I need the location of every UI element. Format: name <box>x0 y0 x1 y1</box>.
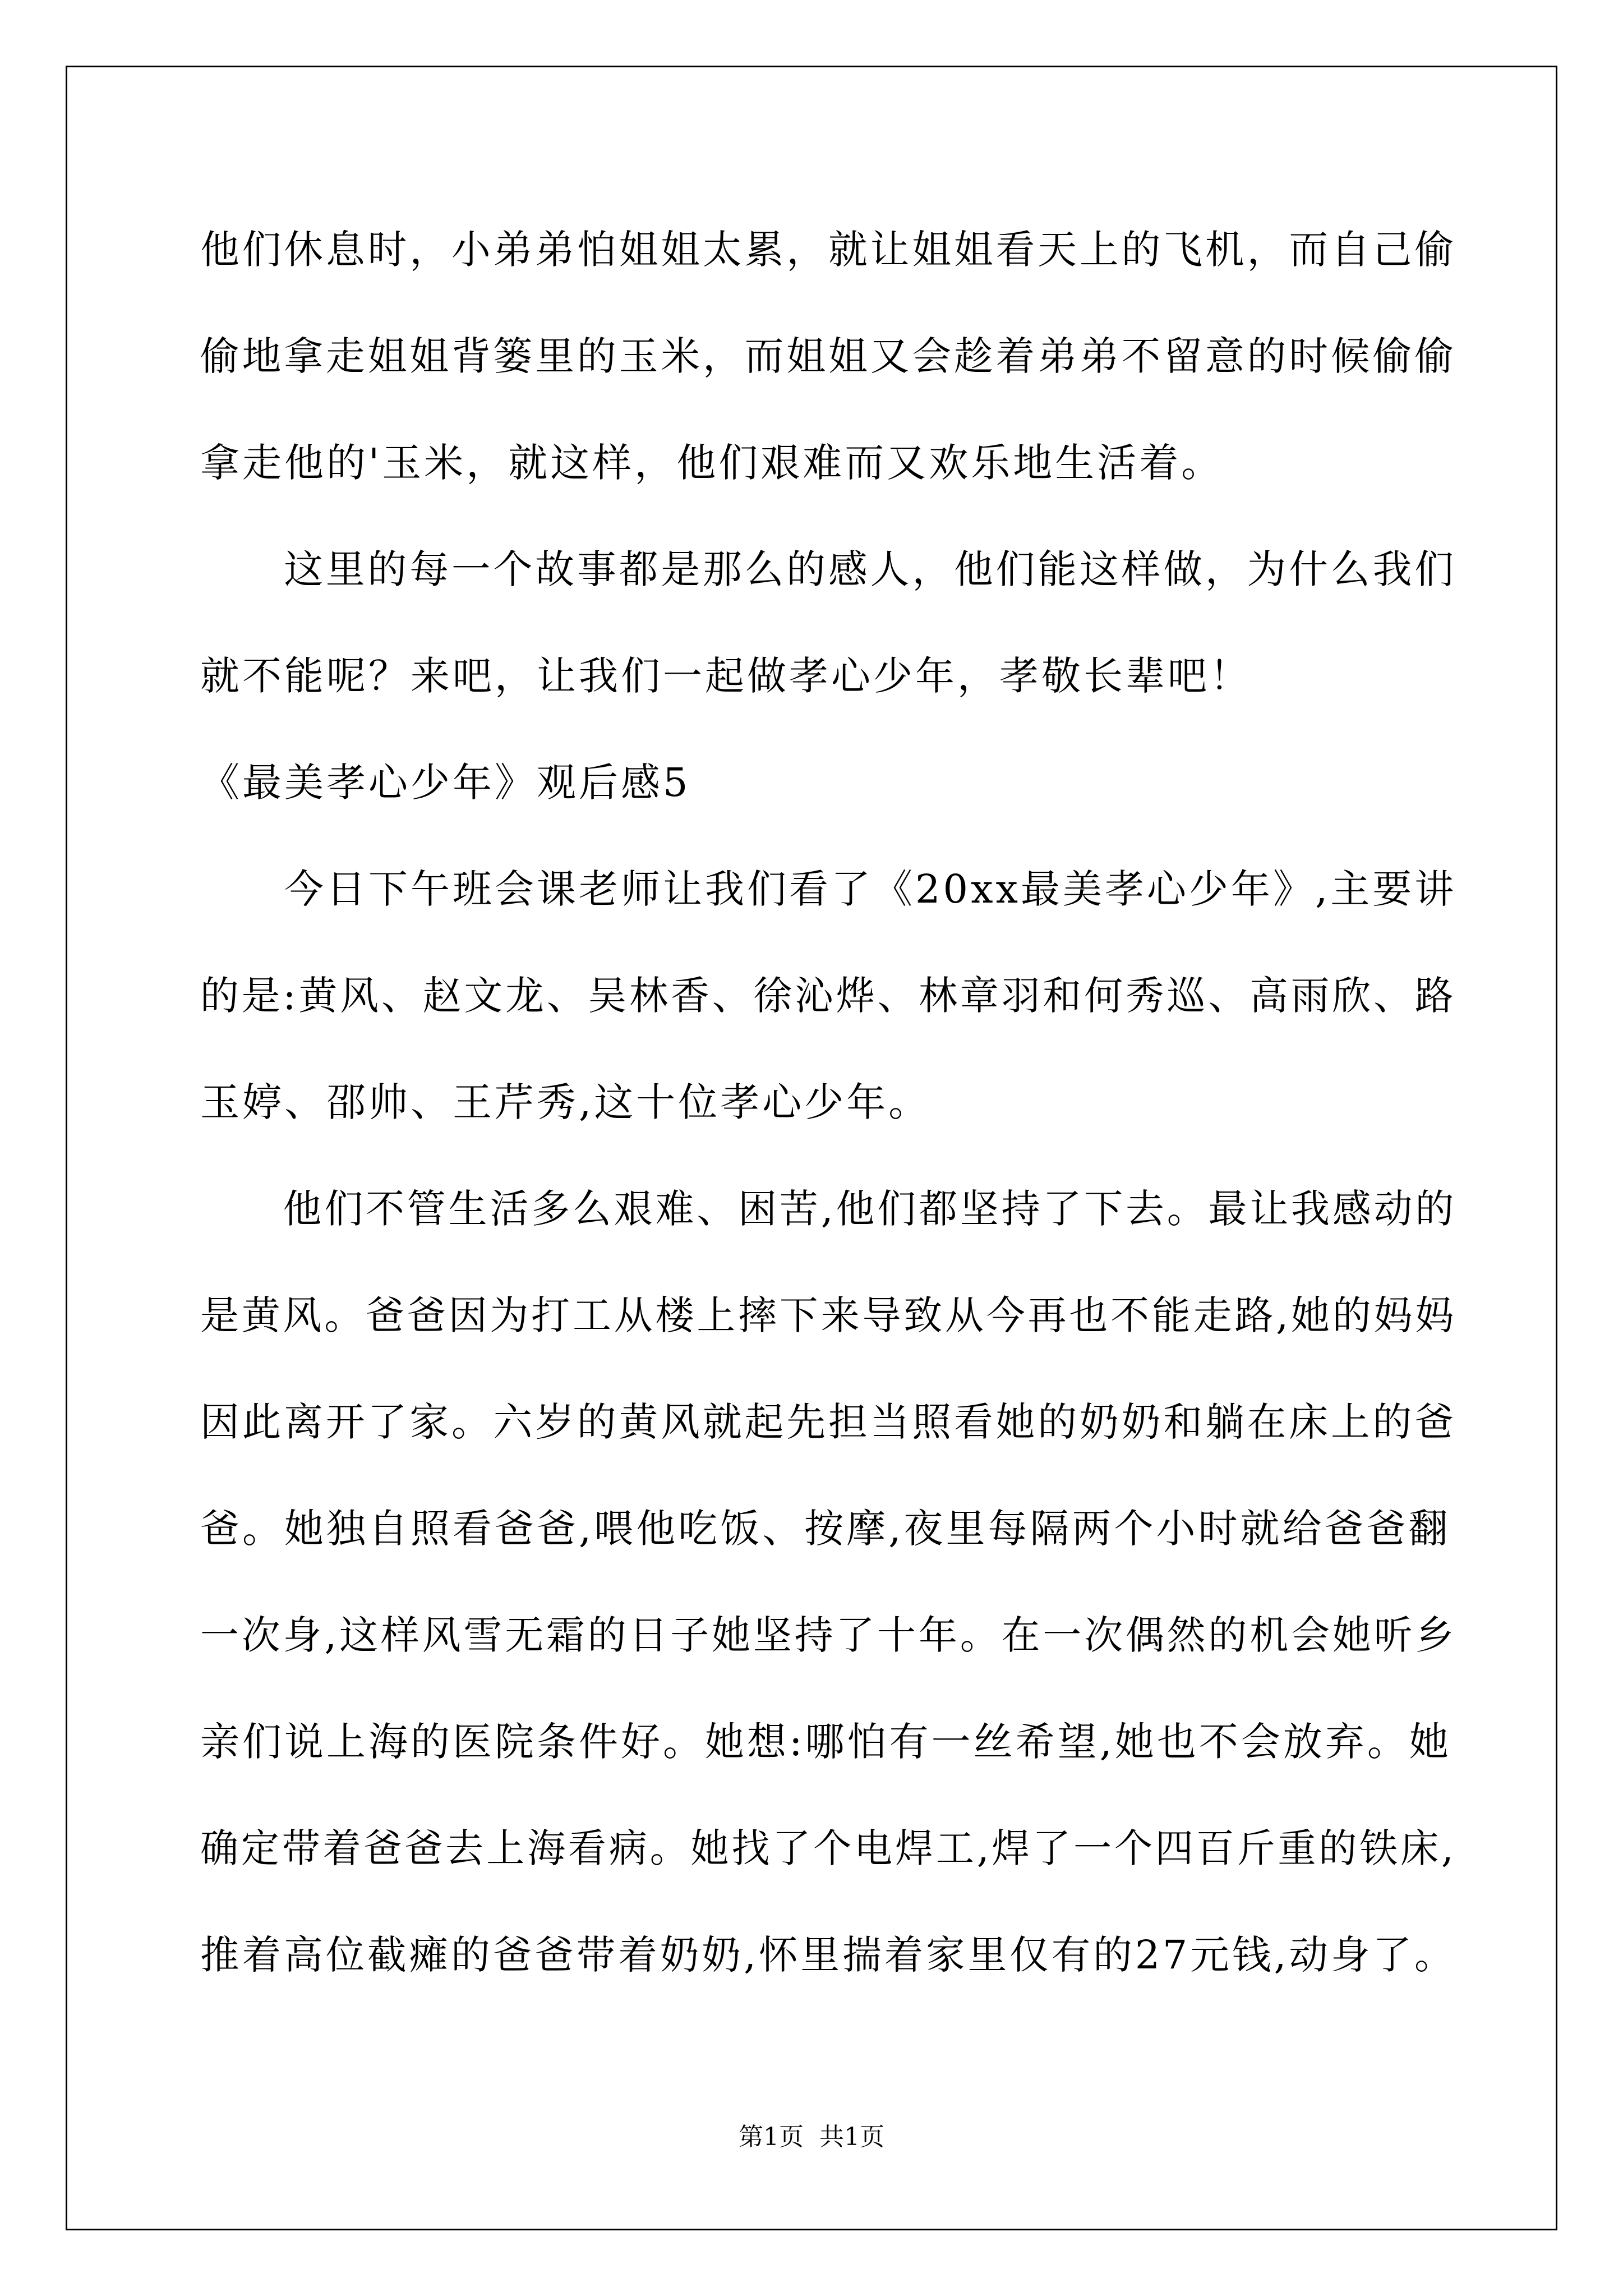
body-line-14: 一次身,这样风雪无霜的日子她坚持了十年。在一次偶然的机会她听乡 <box>200 1612 1457 1658</box>
section-heading: 《最美孝心少年》观后感5 <box>200 760 691 806</box>
body-line-15: 亲们说上海的医院条件好。她想:哪怕有一丝希望,她也不会放弃。她 <box>200 1719 1451 1765</box>
body-line-10: 他们不管生活多么艰难、困苦,他们都坚持了下去。最让我感动的 <box>200 1186 1457 1232</box>
body-line-5: 就不能呢？来吧，让我们一起做孝心少年，孝敬长辈吧！ <box>200 653 1252 699</box>
page-footer <box>0 2120 1623 2154</box>
body-line-16: 确定带着爸爸去上海看病。她找了个电焊工,焊了一个四百斤重的铁床, <box>200 1825 1456 1871</box>
body-line-9: 玉婷、邵帅、王芹秀,这十位孝心少年。 <box>200 1079 931 1125</box>
body-line-12: 因此离开了家。六岁的黄风就起先担当照看她的奶奶和躺在床上的爸 <box>200 1399 1456 1445</box>
body-line-17: 推着高位截瘫的爸爸带着奶奶,怀里揣着家里仅有的27元钱,动身了。 <box>200 1932 1456 1978</box>
body-line-1: 他们休息时，小弟弟怕姐姐太累，就让姐姐看天上的飞机，而自己偷 <box>200 227 1456 273</box>
body-line-8: 的是:黄风、赵文龙、吴林香、徐沁烨、林章羽和何秀巡、高雨欣、路 <box>200 973 1456 1019</box>
page-border <box>66 66 1557 2230</box>
page-number-current: 第1页 <box>739 2123 804 2151</box>
page-number-total: 共1页 <box>819 2123 884 2151</box>
body-line-3: 拿走他的'玉米，就这样，他们艰难而又欢乐地生活着。 <box>200 440 1224 486</box>
body-line-2: 偷地拿走姐姐背篓里的玉米，而姐姐又会趁着弟弟不留意的时候偷偷 <box>200 333 1456 379</box>
body-line-7: 今日下午班会课老师让我们看了《20xx最美孝心少年》,主要讲 <box>200 866 1457 912</box>
body-line-13: 爸。她独自照看爸爸,喂他吃饭、按摩,夜里每隔两个小时就给爸爸翻 <box>200 1506 1451 1552</box>
body-line-4: 这里的每一个故事都是那么的感人，他们能这样做，为什么我们 <box>200 546 1456 592</box>
body-line-11: 是黄风。爸爸因为打工从楼上摔下来导致从今再也不能走路,她的妈妈 <box>200 1292 1457 1338</box>
